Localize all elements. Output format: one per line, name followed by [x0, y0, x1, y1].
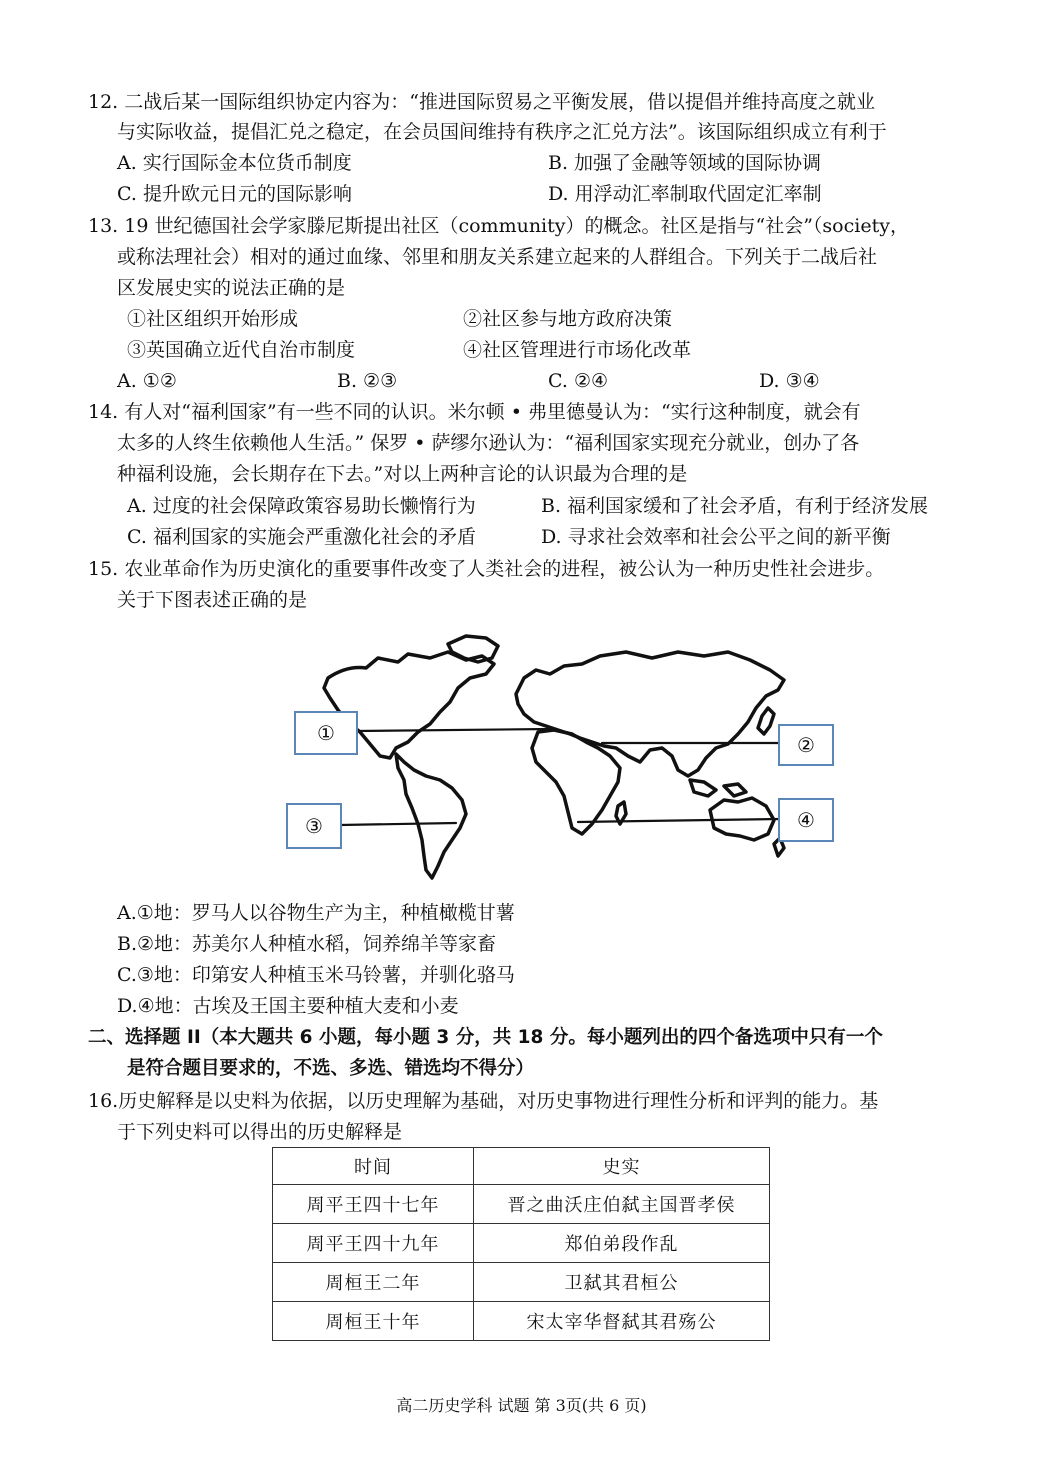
q15-option-c: C.③地：印第安人种植玉米马铃薯，并驯化骆马	[117, 964, 515, 986]
q15-option-a: A.①地：罗马人以谷物生产为主，种植橄榄甘薯	[117, 902, 515, 924]
pointer-line-3	[340, 823, 456, 825]
q13-stem-line2: 或称法理社会）相对的通过血缘、邻里和朋友关系建立起来的人群组合。下列关于二战后社	[117, 246, 878, 268]
q12-stem-line1: 12. 二战后某一国际组织协定内容为：“推进国际贸易之平衡发展，借以提倡并维持高度之就业	[88, 91, 875, 113]
q13-option-c: C. ②④	[548, 370, 609, 392]
southeast-asia-islands-outline	[690, 780, 746, 796]
q14-option-c: C. 福利国家的实施会严重激化社会的矛盾	[127, 526, 476, 548]
map-label-1: ①	[294, 711, 358, 755]
q12-option-d: D. 用浮动汇率制取代固定汇率制	[548, 183, 822, 205]
q12-stem-line2: 与实际收益，提倡汇兑之稳定，在会员国间维持有秩序之汇兑方法”。该国际组织成立有利于	[117, 121, 887, 143]
q15-stem-line2: 关于下图表述正确的是	[117, 589, 308, 611]
table-cell-event: 晋之曲沃庄伯弑主国晋孝侯	[474, 1185, 770, 1224]
table-cell-time: 周桓王十年	[273, 1302, 474, 1341]
japan-outline	[758, 708, 774, 734]
eurasia-outline	[516, 652, 784, 776]
q12-option-c: C. 提升欧元日元的国际影响	[117, 183, 352, 205]
table-header-event: 史实	[474, 1148, 770, 1185]
q14-stem-line3: 种福利设施，会长期存在下去。”对以上两种言论的认识最为合理的是	[117, 463, 688, 485]
table-cell-time: 周平王四十九年	[273, 1224, 474, 1263]
q13-item-1: ①社区组织开始形成	[127, 308, 299, 330]
q15-option-b: B.②地：苏美尔人种植水稻，饲养绵羊等家畜	[117, 933, 497, 955]
q16-stem-line2: 于下列史料可以得出的历史解释是	[117, 1121, 403, 1143]
world-map-figure	[280, 630, 840, 885]
section2-heading-line1: 二、选择题 II（本大题共 6 小题，每小题 3 分，共 18 分。每小题列出的四个备选项中只有一个	[88, 1027, 883, 1048]
pointer-line-4	[578, 819, 780, 822]
q16-stem-line1: 16.历史解释是以史料为依据，以历史理解为基础，对历史事物进行理性分析和评判的能力。基	[88, 1090, 879, 1112]
q14-option-b: B. 福利国家缓和了社会矛盾，有利于经济发展	[541, 495, 929, 517]
pointer-line-1	[356, 729, 550, 731]
q13-option-b: B. ②③	[337, 370, 398, 392]
q12-option-b: B. 加强了金融等领域的国际协调	[548, 152, 822, 174]
table-row	[273, 1185, 770, 1224]
q14-option-d: D. 寻求社会效率和社会公平之间的新平衡	[541, 526, 891, 548]
q14-stem-line1: 14. 有人对“福利国家”有一些不同的认识。米尔顿 • 弗里德曼认为：“实行这种制度，就会有	[88, 401, 861, 423]
table-row	[273, 1302, 770, 1341]
table-cell-time: 周平王四十七年	[273, 1185, 474, 1224]
south-america-outline	[396, 754, 466, 878]
q13-option-d: D. ③④	[759, 370, 820, 392]
table-cell-time: 周桓王二年	[273, 1263, 474, 1302]
table-cell-event: 卫弑其君桓公	[474, 1263, 770, 1302]
q14-stem-line2: 太多的人终生依赖他人生活。” 保罗 • 萨缪尔逊认为：“福利国家实现充分就业，创办了各	[117, 432, 860, 454]
map-label-2: ②	[778, 724, 834, 766]
q13-stem-line1: 13. 19 世纪德国社会学家滕尼斯提出社区（community）的概念。社区是指与“社会”（society，	[88, 215, 909, 237]
table-header-row	[273, 1148, 770, 1185]
q13-item-3: ③英国确立近代自治市制度	[127, 339, 356, 361]
q13-stem-line3: 区发展史实的说法正确的是	[117, 277, 346, 299]
map-label-3: ③	[286, 803, 342, 849]
table-row	[273, 1263, 770, 1302]
table-header-time: 时间	[273, 1148, 474, 1185]
table-cell-event: 宋太宰华督弑其君殇公	[474, 1302, 770, 1341]
world-map-outline	[280, 630, 840, 885]
q13-item-2: ②社区参与地方政府决策	[463, 308, 673, 330]
page-footer: 高二历史学科 试题 第 3页(共 6 页)	[396, 1396, 647, 1415]
q15-option-d: D.④地：古埃及王国主要种植大麦和小麦	[117, 995, 459, 1017]
q13-item-4: ④社区管理进行市场化改革	[463, 339, 692, 361]
q13-option-a: A. ①②	[117, 370, 177, 392]
section2-heading-line2: 是符合题目要求的，不选、多选、错选均不得分）	[127, 1058, 535, 1079]
table-row	[273, 1224, 770, 1263]
history-events-table	[272, 1147, 770, 1341]
q14-option-a: A. 过度的社会保障政策容易助长懒惰行为	[127, 495, 476, 517]
q15-stem-line1: 15. 农业革命作为历史演化的重要事件改变了人类社会的进程，被公认为一种历史性社会进步。	[88, 558, 885, 580]
q12-option-a: A. 实行国际金本位货币制度	[117, 152, 352, 174]
table-cell-event: 郑伯弟段作乱	[474, 1224, 770, 1263]
map-label-4: ④	[778, 798, 834, 842]
